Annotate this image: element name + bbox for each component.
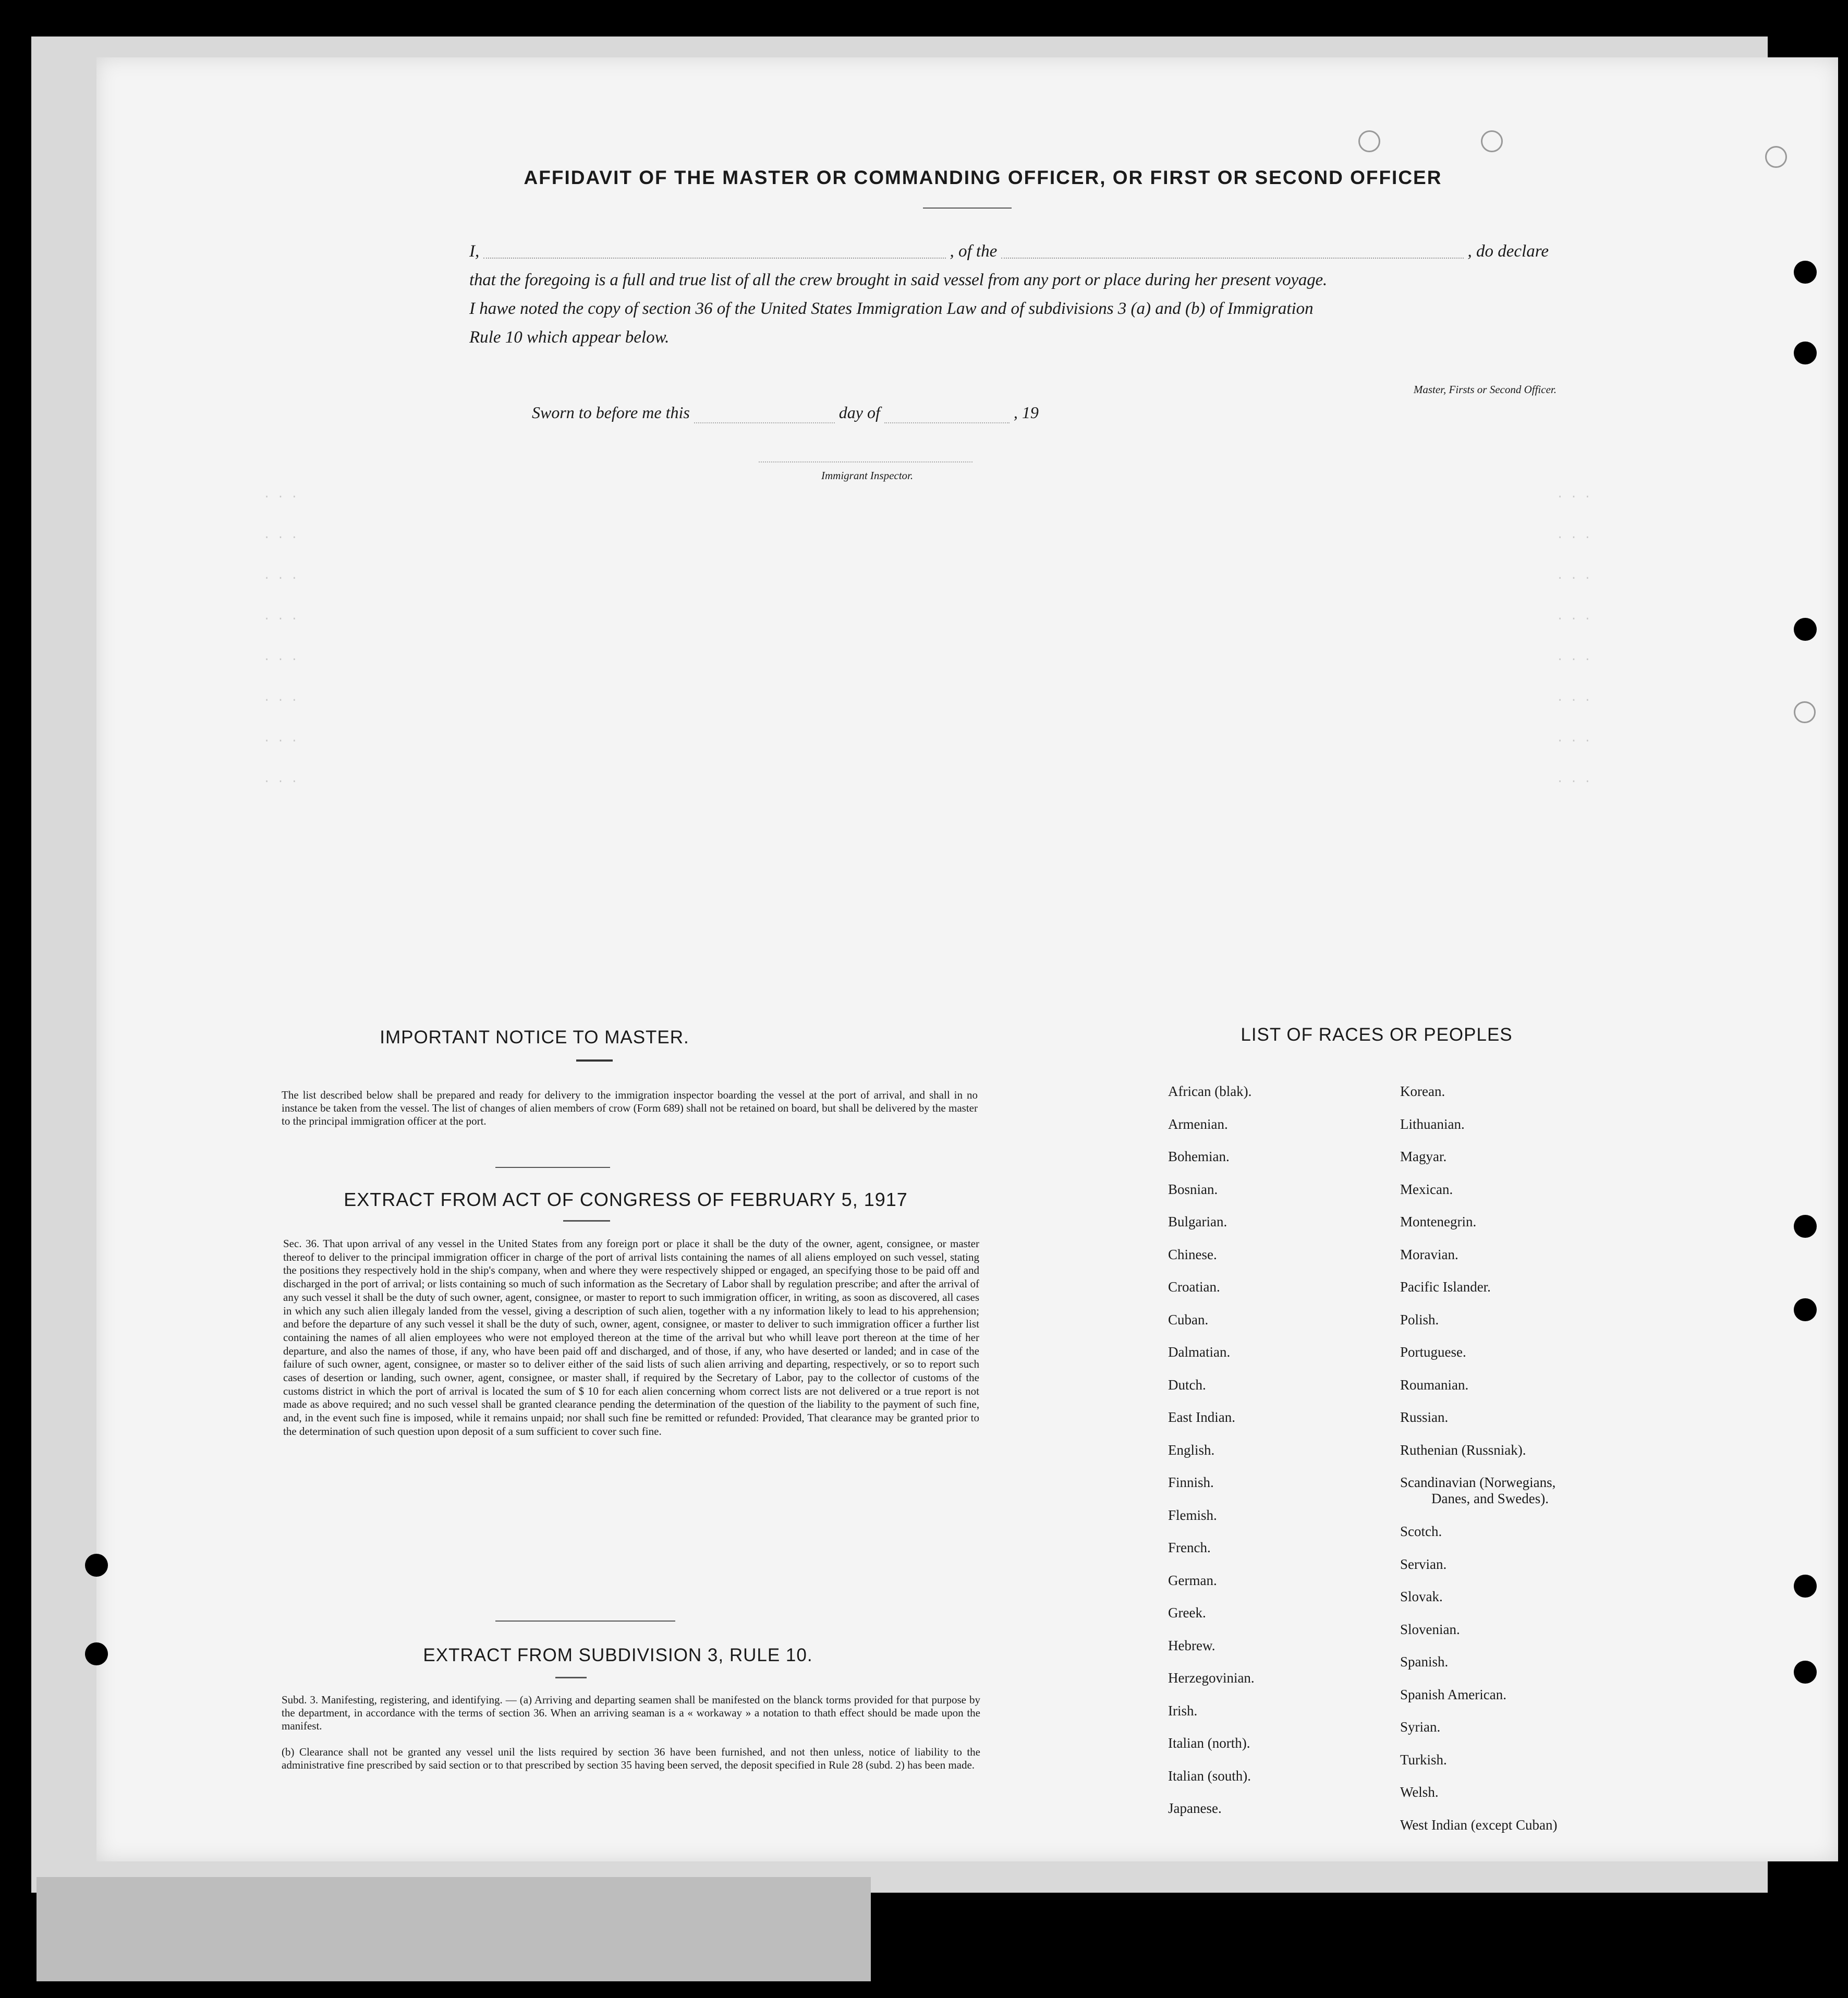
race-item: Scandinavian (Norwegians, [1400, 1475, 1556, 1490]
day-blank[interactable] [694, 403, 835, 423]
race-item: Hebrew. [1168, 1637, 1215, 1653]
divider [563, 1220, 610, 1222]
race-item: Herzegovinian. [1168, 1670, 1255, 1686]
race-item: Italian (north). [1168, 1735, 1250, 1751]
races-left-column [1168, 1075, 1255, 1825]
race-item: Pacific Islander. [1400, 1279, 1491, 1295]
punch-hole-icon [1358, 130, 1380, 152]
race-item: Polish. [1400, 1311, 1439, 1327]
race-item: Mexican. [1400, 1181, 1453, 1197]
race-item: Cuban. [1168, 1311, 1209, 1327]
divider [495, 1167, 610, 1168]
race-item: Roumanian. [1400, 1376, 1469, 1393]
race-item: Ruthenian (Russniak). [1400, 1442, 1526, 1458]
name-blank[interactable] [483, 237, 945, 259]
race-item: Montenegrin. [1400, 1214, 1477, 1229]
race-item: German. [1168, 1572, 1217, 1588]
race-item: African (blak). [1168, 1083, 1252, 1099]
race-item: Syrian. [1400, 1719, 1441, 1735]
affidavit-title: AFFIDAVIT OF THE MASTER OR COMMANDING OFFICER, OR FIRST OR SECOND OFFICER [524, 167, 1442, 188]
race-item: Italian (south). [1168, 1768, 1251, 1784]
race-item: Lithuanian. [1400, 1116, 1465, 1132]
race-item: West Indian (except Cuban) [1400, 1817, 1558, 1833]
races-right-column [1400, 1075, 1557, 1841]
race-item: Bulgarian. [1168, 1214, 1227, 1229]
race-item: Spanish American. [1400, 1686, 1506, 1702]
declaration-line: I hawe noted the copy of section 36 of the United States Immigration Law and of subdivisions 3 (a) and (b) of Immigration [469, 299, 1314, 318]
race-item: Servian. [1400, 1556, 1447, 1572]
divider [495, 1621, 675, 1622]
sworn-prefix: Sworn to before me this [532, 403, 690, 422]
sworn-day: day of [838, 403, 880, 422]
races-title: LIST OF RACES OR PEOPLES [1241, 1025, 1513, 1045]
punch-hole-icon [85, 1642, 108, 1665]
race-item: English. [1168, 1442, 1215, 1458]
declaration-end: , do declare [1467, 242, 1549, 261]
vessel-blank[interactable] [1001, 237, 1463, 259]
divider [576, 1059, 613, 1062]
race-item: Bosnian. [1168, 1181, 1218, 1197]
subdivision-text-b: (b) Clearance shall not be granted any vessel unil the lists required by section 36 have been furnished, and not then unless, notice of liability to the administrative fine prescribed by said section or to that prescribed by section 35 having been served, the deposit specified in Rule 28 (subd. 2) has been made. [282, 1746, 980, 1771]
declaration-text [469, 237, 1549, 352]
subdivision-text-a: Subd. 3. Manifesting, registering, and identifying. — (a) Arriving and departing seamen shall be manifested on the blanck torms provided for that purpose by the department, in accordance with the terms of section 36. When an arriving seaman is a « workaway » a notation to thath effect should be made upon the manifest. [282, 1694, 980, 1732]
race-item: Japanese. [1168, 1800, 1222, 1816]
declaration-i: I, [469, 242, 480, 261]
race-item: Bohemian. [1168, 1149, 1230, 1164]
notice-text: The list described below shall be prepared and ready for delivery to the immigration inspector boarding the vessel at the port of arrival, and shall in no instance be taken from the vessel. The list of changes of alien members of crow (Form 689) shall not be retained on board, but shall be delivered by the master to the principal immigration officer at the port. [282, 1089, 978, 1127]
race-item: Dutch. [1168, 1376, 1206, 1393]
race-item: Danes, and Swedes). [1431, 1491, 1549, 1506]
punch-hole-icon [1794, 261, 1817, 284]
divider [555, 1677, 587, 1678]
punch-hole-icon [1794, 1575, 1817, 1598]
race-item: Welsh. [1400, 1784, 1439, 1800]
race-item: East Indian. [1168, 1409, 1235, 1425]
inspector-signature-line [759, 461, 972, 462]
race-item: Chinese. [1168, 1246, 1217, 1262]
race-item: Portuguese. [1400, 1344, 1466, 1360]
race-item: Korean. [1400, 1083, 1445, 1099]
race-item: Russian. [1400, 1409, 1449, 1425]
declaration-of: , of the [950, 242, 998, 261]
act-title: EXTRACT FROM ACT OF CONGRESS OF FEBRUARY 5, 1917 [344, 1189, 908, 1210]
subdivision-title: EXTRACT FROM SUBDIVISION 3, RULE 10. [423, 1645, 813, 1665]
declaration-line: that the foregoing is a full and true list of all the crew brought in said vessel from any port or place during her present voyage. [469, 271, 1328, 289]
race-item: Armenian. [1168, 1116, 1228, 1132]
race-item: Dalmatian. [1168, 1344, 1231, 1360]
race-item: Magyar. [1400, 1149, 1447, 1164]
punch-hole-icon [1794, 618, 1817, 641]
month-blank[interactable] [884, 403, 1010, 423]
punch-hole-icon [1481, 130, 1503, 152]
race-item: French. [1168, 1540, 1211, 1555]
under-strip [37, 1877, 871, 1981]
race-item: Irish. [1168, 1702, 1198, 1719]
race-item: Spanish. [1400, 1654, 1449, 1670]
inspector-label: Immigrant Inspector. [821, 469, 914, 482]
race-item: Slovenian. [1400, 1621, 1460, 1637]
bleed-through: . . . . . . . . . . . . . . . . . . . . . . . . [263, 488, 298, 786]
punch-hole-icon [1794, 1298, 1817, 1321]
bleed-through: . . . . . . . . . . . . . . . . . . . . . . . . [1557, 488, 1591, 786]
punch-hole-icon [1794, 701, 1816, 723]
divider [923, 208, 1012, 209]
race-item: Moravian. [1400, 1246, 1458, 1262]
race-item: Turkish. [1400, 1751, 1447, 1768]
race-item: Croatian. [1168, 1279, 1220, 1295]
punch-hole-icon [1794, 342, 1817, 364]
race-item: Slovak. [1400, 1589, 1443, 1604]
race-item: Scotch. [1400, 1524, 1442, 1539]
punch-hole-icon [1794, 1215, 1817, 1238]
notice-title: IMPORTANT NOTICE TO MASTER. [380, 1027, 689, 1047]
race-item: Flemish. [1168, 1507, 1217, 1523]
sworn-year: , 19 [1013, 403, 1039, 422]
declaration-line: Rule 10 which appear below. [469, 328, 670, 347]
act-text: Sec. 36. That upon arrival of any vessel in the United States from any foreign port or place it shall be the duty of the owner, agent, consignee, or master thereof to deliver to the principal immigration officer in charge of the port of arrival lists containing the names of all aliens employed on such vessel, stating the positions they respectively hold in the ship's company, when and where they were respectively shipped or engaged, an specifying those to be paid off and discharged in the port of arrival; or lists containing so much of such information as the Secretary of Labor shall by regulation prescribe; and after the arrival of any such vessel it shall be the duty of such owner, agent, consignee, or master to report to such immigration officer, in writing, as soon as discovered, all cases in which any such alien illegaly landed from the vessel, giving a description of such alien, together with a ny information likely to lead to his apprehension; and before the departure of any such vessel it shall be the duty of such, owner, agent, consignee, or master to deliver to such immigration officer a further list containing the names of all alien employees who were not employed thereon at the time of the arrival but who whill leave port thereon at the time of her departure, and also the names of those, if any, who have been paid off and discharged, and of those, if any, who have deserted or landed; and in case of the failure of such owner, agent, consignee, or master so to deliver either of the said lists of such alien arriving and departing, respectively, or so to report such cases of desertion or landing, such owner, agent, consignee, or master shall, if required by the Secretary of Labor, pay to the collector of customs of the customs district in which the port of arrival is located the sum of $ 10 for each alien concerning whom correct lists are not delivered or a true report is not made as above required; and no such vessel shall be granted clearance pending the determination of the question of the liability to the payment of such fine, and, in the event such fine is imposed, while it remains unpaid; nor shall such fine be remitted or refunded: Provided, That clearance may be granted prior to the determination of such question upon deposit of a sum sufficient to cover such fine. [283, 1237, 979, 1437]
signature-label: Master, Firsts or Second Officer. [1413, 383, 1557, 396]
punch-hole-icon [1765, 146, 1787, 168]
form-page [96, 57, 1838, 1861]
sworn-line [532, 403, 1039, 423]
punch-hole-icon [85, 1554, 108, 1577]
punch-hole-icon [1794, 1661, 1817, 1684]
race-item: Finnish. [1168, 1475, 1214, 1490]
race-item: Greek. [1168, 1605, 1206, 1621]
